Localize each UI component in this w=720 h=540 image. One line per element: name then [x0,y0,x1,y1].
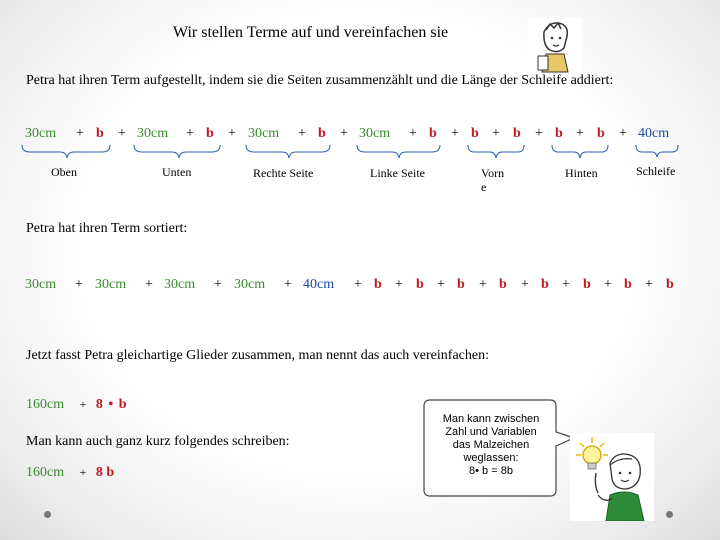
result-1-unit: cm [47,397,65,412]
plus: + [186,126,194,141]
term-30cm: 30cm [25,126,57,141]
result-1 [26,397,127,413]
plus: + [214,277,222,292]
result-2-unit: cm [47,465,65,480]
plus: + [76,126,84,141]
girl-lightbulb-icon [570,433,654,521]
plus: + [75,277,83,292]
student-figure-icon [528,18,582,76]
brace-hinten [552,145,608,158]
term-b: b [318,126,326,141]
label-rechte-seite: Rechte Seite [253,166,314,180]
term-40cm: 40cm [638,126,670,141]
plus: + [576,126,584,141]
term-30cm: 30cm [164,277,196,292]
result-1-number: 160 [26,397,47,412]
term-30cm: 30cm [248,126,280,141]
plus: + [521,277,529,292]
brace-oben [22,145,110,158]
plus: + [409,126,417,141]
bubble-line: 8• b = 8b [469,465,513,477]
result-2-number: 160 [26,465,47,480]
result-1-var: b [118,397,127,412]
label-linke-seite: Linke Seite [370,166,425,180]
result-2-term: 8 b [95,465,115,480]
term-30cm: 30cm [95,277,127,292]
term-b: b [541,277,549,292]
plus: + [298,126,306,141]
plus: + [451,126,459,141]
label-vorne-2: e [481,180,487,194]
plus: + [228,126,236,141]
plus: + [479,277,487,292]
brace-unten [134,145,220,158]
plus: + [645,277,653,292]
brace-vorne [468,145,524,158]
term-30cm: 30cm [137,126,169,141]
slide-nav-dot[interactable] [44,511,51,518]
brace-rechts [246,145,330,158]
term-30cm: 30cm [359,126,391,141]
label-hinten: Hinten [565,166,598,180]
plus: + [284,277,292,292]
term-b: b [624,277,632,292]
result-1-coef: 8 [95,397,103,412]
plus: + [604,277,612,292]
plus: + [395,277,403,292]
result-2-plus: + [79,465,87,479]
term-b: b [429,126,437,141]
label-unten: Unten [162,165,192,179]
term-b: b [583,277,591,292]
term-b: b [206,126,214,141]
term-b: b [513,126,521,141]
plus: + [145,277,153,292]
term-30cm: 30cm [234,277,266,292]
short-heading: Man kann auch ganz kurz folgendes schreiben: [26,434,290,449]
term-40cm: 40cm [303,277,335,292]
result-1-plus: + [79,397,87,411]
term-row-sorted [0,277,720,297]
plus: + [619,126,627,141]
label-vorne-1: Vorn [481,166,505,180]
term-b: b [597,126,605,141]
brace-schleife [636,145,678,157]
bubble-line: das Malzeichen [452,439,530,451]
label-schleife: Schleife [636,164,676,178]
bubble-line: Zahl und Variablen [445,426,537,438]
underbraces [0,143,720,163]
intro-text: Petra hat ihren Term aufgestellt, indem sie die Seiten zusammenzählt und die Länge der Schleife addiert: [26,73,614,88]
term-b: b [374,277,382,292]
plus: + [118,126,126,141]
term-b: b [555,126,563,141]
term-b: b [666,277,674,292]
bubble-line: weglassen: [463,452,519,464]
term-b: b [457,277,465,292]
plus: + [492,126,500,141]
result-2 [26,465,114,481]
term-30cm: 30cm [25,277,57,292]
plus: + [535,126,543,141]
plus: + [562,277,570,292]
term-b: b [499,277,507,292]
simplify-heading: Jetzt fasst Petra gleichartige Glieder zusammen, man nennt das auch vereinfachen: [26,348,489,363]
result-1-dot: • [108,397,114,412]
term-b: b [416,277,424,292]
brace-links [357,145,440,158]
page-title: Wir stellen Terme auf und vereinfachen sie [173,24,449,41]
plus: + [354,277,362,292]
bubble-text [432,413,550,478]
sorted-heading: Petra hat ihren Term sortiert: [26,221,188,236]
slide-nav-dot[interactable] [666,511,673,518]
plus: + [437,277,445,292]
term-b: b [471,126,479,141]
label-oben: Oben [51,165,77,179]
term-b: b [96,126,104,141]
plus: + [340,126,348,141]
bubble-line: Man kann zwischen [442,413,540,425]
